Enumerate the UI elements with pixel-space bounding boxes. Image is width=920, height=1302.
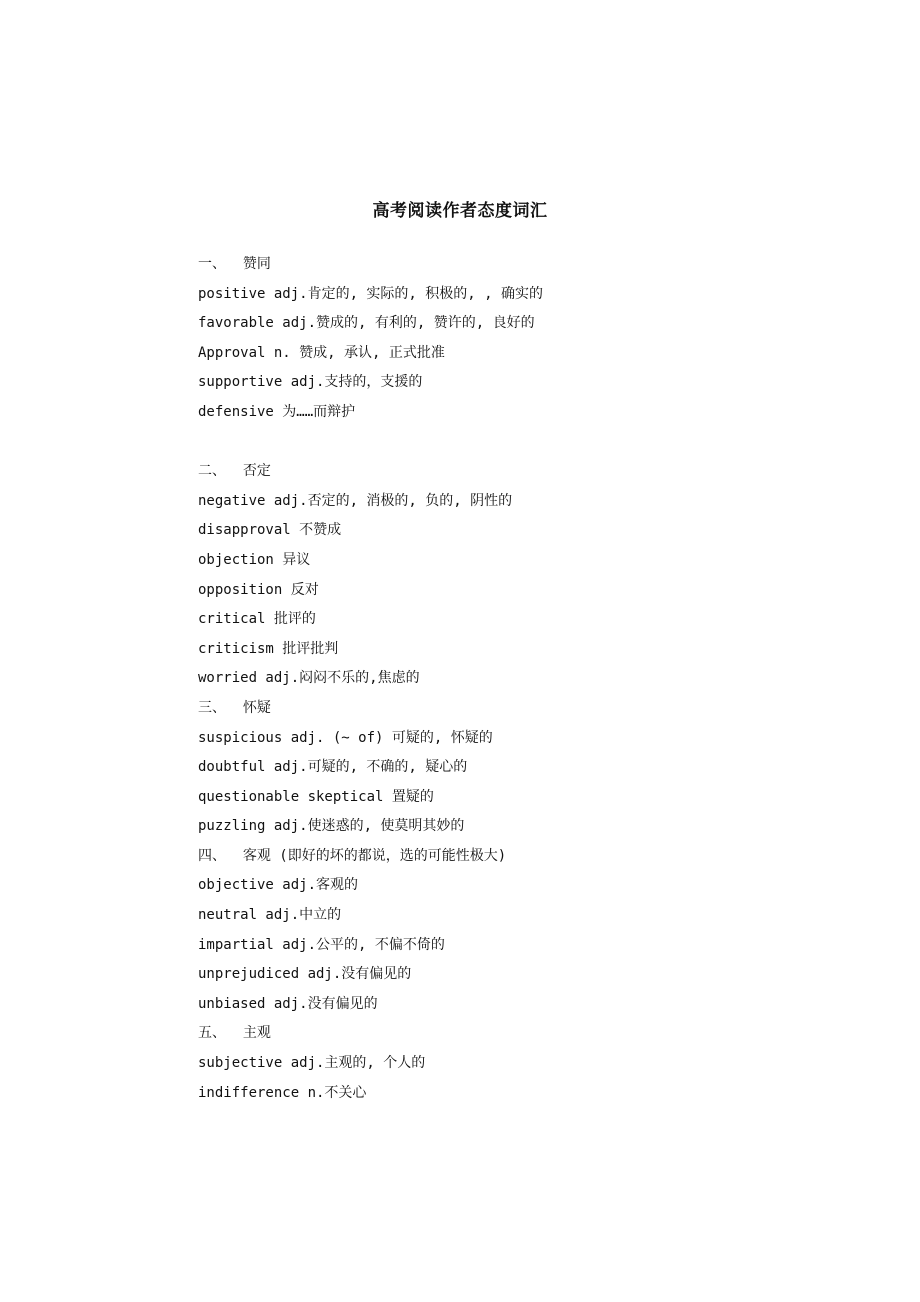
vocab-entry: negative adj.否定的, 消极的, 负的, 阴性的 (198, 492, 513, 509)
blank-line (198, 428, 798, 458)
vocab-entry: objection 异议 (198, 551, 311, 568)
section-heading-negation: 二、 否定 (198, 463, 271, 480)
section-heading-subjective: 五、 主观 (198, 1025, 271, 1042)
vocab-entry: disapproval 不赞成 (198, 522, 342, 539)
vocab-entry: defensive 为……而辩护 (198, 403, 356, 420)
vocab-entry: criticism 批评批判 (198, 640, 339, 657)
vocabulary-list (198, 250, 798, 1108)
vocab-entry: neutral adj.中立的 (198, 907, 342, 924)
vocab-entry: unbiased adj.没有偏见的 (198, 995, 378, 1012)
vocab-entry: impartial adj.公平的, 不偏不倚的 (198, 936, 445, 953)
vocab-entry: critical 批评的 (198, 611, 316, 628)
vocab-entry: opposition 反对 (198, 581, 319, 598)
vocab-entry: subjective adj.主观的, 个人的 (198, 1055, 426, 1072)
vocab-entry: positive adj.肯定的, 实际的, 积极的, , 确实的 (198, 285, 544, 302)
page-title: 高考阅读作者态度词汇 (372, 201, 548, 221)
vocab-entry: worried adj.闷闷不乐的,焦虑的 (198, 670, 420, 687)
section-heading-doubt: 三、 怀疑 (198, 699, 271, 716)
section-heading-approval: 一、 赞同 (198, 256, 271, 272)
vocab-entry: questionable skeptical 置疑的 (198, 788, 434, 805)
vocab-entry: doubtful adj.可疑的, 不确的, 疑心的 (198, 759, 468, 776)
vocab-entry: supportive adj.支持的，支援的 (198, 374, 423, 391)
vocab-entry: puzzling adj.使迷惑的, 使莫明其妙的 (198, 818, 465, 835)
vocab-entry: objective adj.客观的 (198, 877, 359, 894)
vocab-entry: Approval n. 赞成, 承认, 正式批准 (198, 344, 445, 361)
vocab-entry: unprejudiced adj.没有偏见的 (198, 966, 412, 983)
vocab-entry: favorable adj.赞成的, 有利的, 赞许的, 良好的 (198, 315, 535, 332)
vocab-entry: suspicious adj. (~ of) 可疑的, 怀疑的 (198, 729, 493, 746)
vocab-entry: indifference n.不关心 (198, 1084, 367, 1101)
section-heading-objective: 四、 客观 (即好的坏的都说，选的可能性极大) (198, 847, 507, 864)
